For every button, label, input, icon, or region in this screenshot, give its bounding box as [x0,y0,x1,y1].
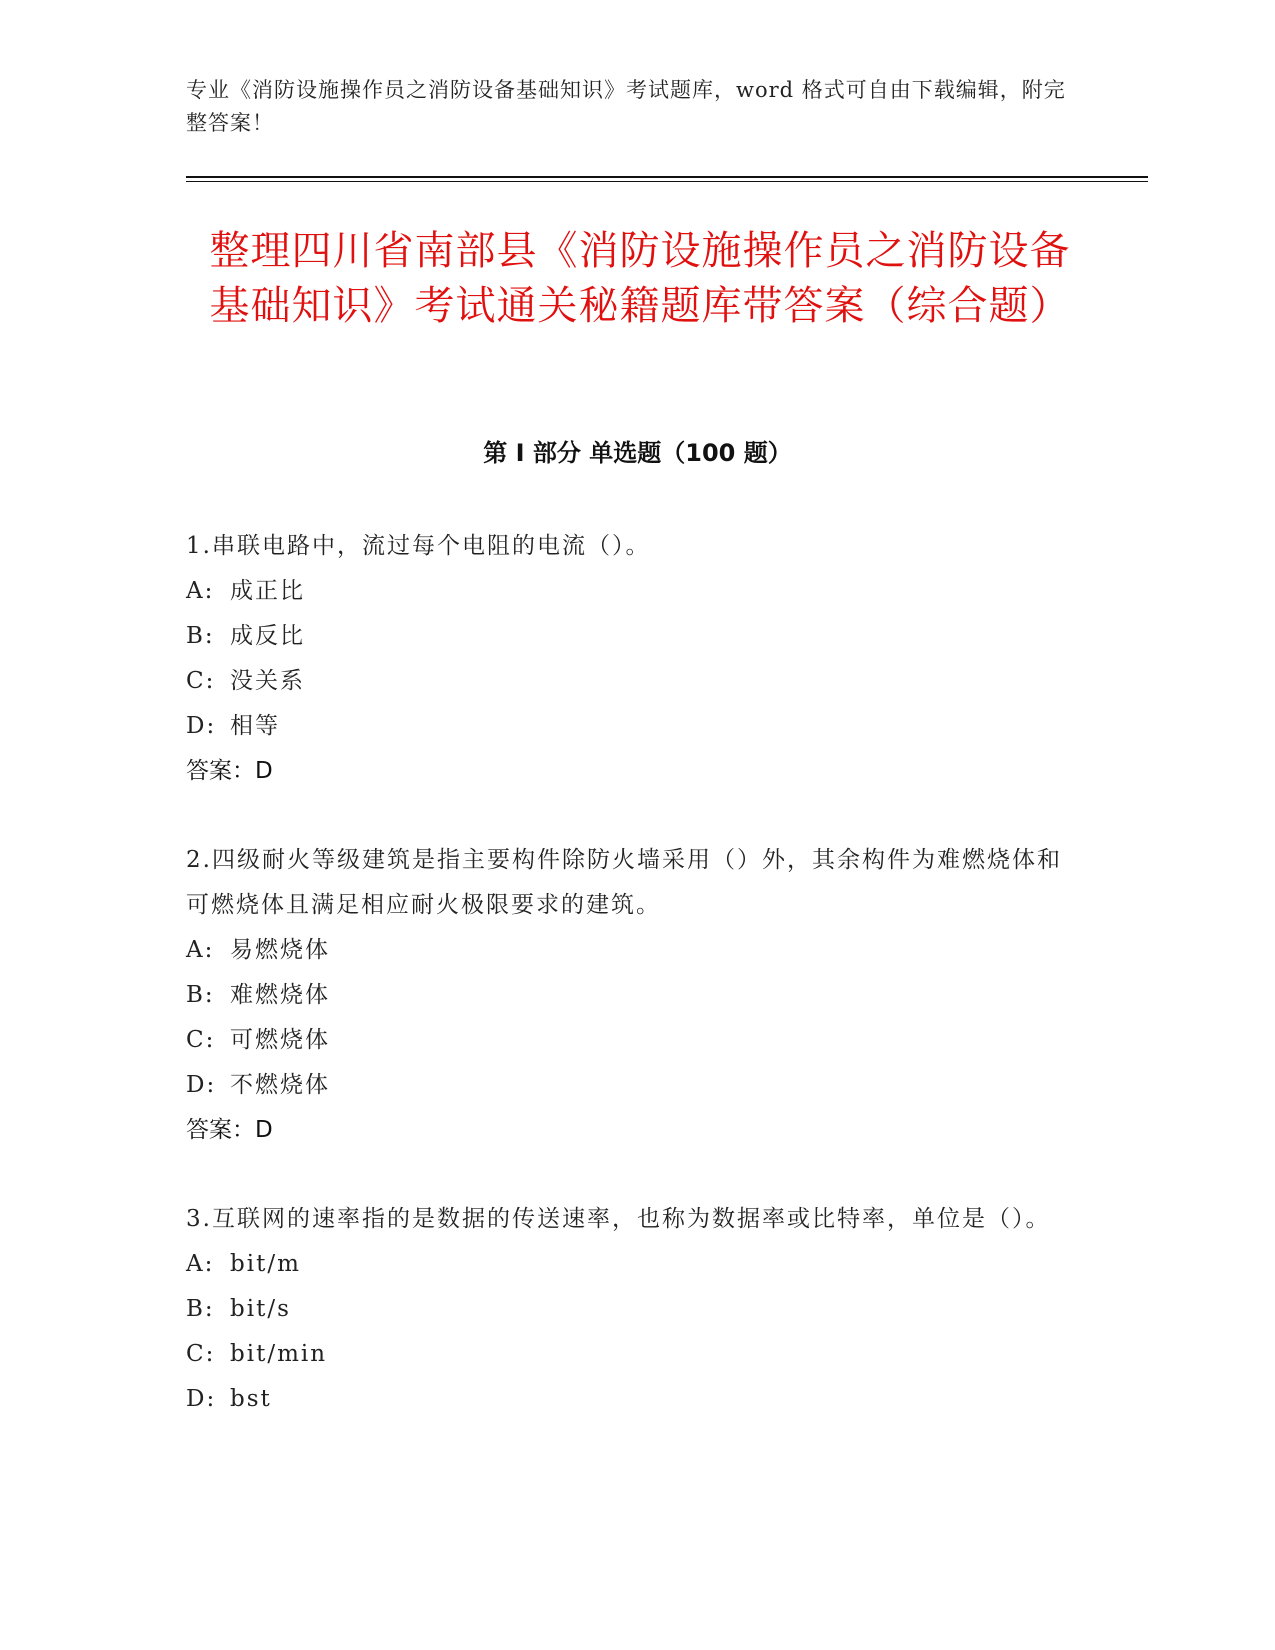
header-note: 专业《消防设施操作员之消防设备基础知识》考试题库，word 格式可自由下载编辑，附完整答案！ [186,78,1066,135]
option-text: 可燃烧体 [230,1027,330,1053]
option-key: D: [186,1072,217,1098]
section-title: 第 I 部分 单选题（100 题） [483,439,792,467]
question-1 [186,524,1066,794]
option-text: bit/m [230,1251,301,1277]
option-key: A: [186,1251,215,1277]
option-key: D: [186,1386,217,1412]
question-stem: 1.串联电路中，流过每个电阻的电流（）。 [186,533,651,559]
option-key: C: [186,1027,216,1053]
option-a [186,569,1066,614]
option-text: bit/s [230,1296,291,1322]
option-d [186,1377,1066,1422]
document-title: 整理四川省南部县《消防设施操作员之消防设备基础知识》考试通关秘籍题库带答案（综合题） [209,228,1071,329]
option-text: 成正比 [230,578,305,604]
option-text: 成反比 [230,623,305,649]
question-2 [186,838,1066,1153]
option-key: B: [186,982,215,1008]
option-b [186,1287,1066,1332]
option-key: C: [186,1341,216,1367]
option-text: 没关系 [230,668,305,694]
option-text: 不燃烧体 [230,1072,330,1098]
option-key: D: [186,713,217,739]
header-divider-thick [186,176,1148,178]
option-b [186,973,1066,1018]
option-text: bit/min [230,1341,328,1367]
option-d [186,704,1066,749]
option-text: 难燃烧体 [230,982,330,1008]
question-answer: 答案：D [186,758,273,784]
question-stem: 2.四级耐火等级建筑是指主要构件除防火墙采用（）外，其余构件为难燃烧体和可燃烧体且满足相应耐火极限要求的建筑。 [186,847,1062,918]
option-key: B: [186,623,215,649]
option-a [186,1242,1066,1287]
option-key: C: [186,668,216,694]
option-c [186,659,1066,704]
header-divider-thin [186,181,1148,182]
option-c [186,1332,1066,1377]
question-list [186,524,1066,1466]
option-a [186,928,1066,973]
option-text: 易燃烧体 [230,937,330,963]
option-text: bst [230,1386,272,1412]
option-key: A: [186,578,215,604]
question-stem: 3.互联网的速率指的是数据的传送速率，也称为数据率或比特率，单位是（）。 [186,1206,1051,1232]
option-d [186,1063,1066,1108]
option-text: 相等 [230,713,280,739]
option-key: B: [186,1296,215,1322]
option-b [186,614,1066,659]
option-c [186,1018,1066,1063]
option-key: A: [186,937,215,963]
question-3 [186,1197,1066,1422]
question-answer: 答案：D [186,1117,273,1143]
